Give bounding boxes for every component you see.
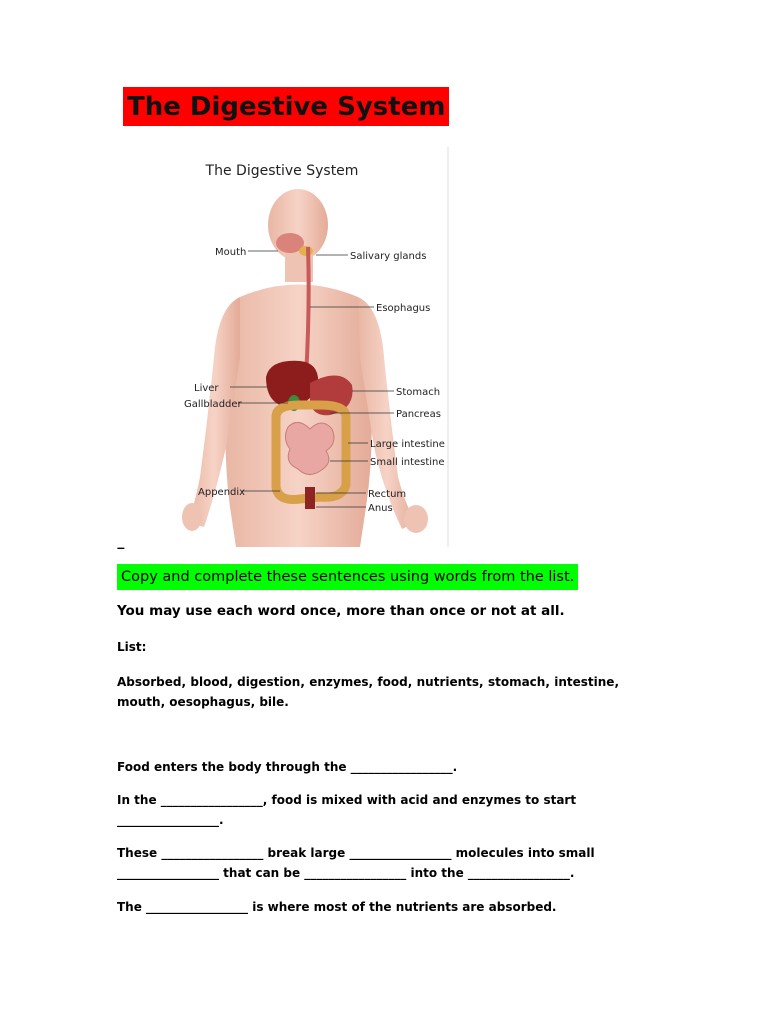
page-title: The Digestive System — [123, 87, 449, 126]
list-label: List: — [117, 640, 147, 654]
salivary-glands-shape — [299, 246, 313, 256]
digestive-system-diagram — [170, 147, 450, 547]
label-anus: Anus — [368, 503, 393, 514]
usage-note: You may use each word once, more than once or not at all. — [117, 603, 565, 619]
label-esophagus: Esophagus — [376, 303, 431, 314]
sentence-2: In the _________________, food is mixed with acid and enzymes to start _________________. — [117, 793, 577, 827]
rectum-shape — [305, 487, 315, 509]
diagram-heading: The Digestive System — [205, 163, 359, 179]
label-liver: Liver — [194, 383, 219, 394]
label-small-intestine: Small intestine — [370, 457, 445, 468]
label-appendix: Appendix — [198, 487, 246, 498]
label-salivary-glands: Salivary glands — [350, 251, 427, 262]
label-pancreas: Pancreas — [396, 409, 441, 420]
label-stomach: Stomach — [396, 387, 441, 398]
sentence-4: The _________________ is where most of the nutrients are absorbed. — [117, 900, 557, 914]
sentence-3: These _________________ break large _________________ molecules into small _________________ that can be _________________ into the _________________. — [117, 846, 595, 880]
sentence-1: Food enters the body through the _________________. — [117, 760, 458, 774]
label-gallbladder: Gallbladder — [184, 399, 242, 410]
instruction-banner: Copy and complete these sentences using words from the list. — [117, 564, 578, 590]
label-mouth: Mouth — [215, 247, 247, 258]
dash-mark: – — [117, 539, 125, 555]
label-large-intestine: Large intestine — [370, 439, 445, 450]
word-list: Absorbed, blood, digestion, enzymes, food, nutrients, stomach, intestine, mouth, oesophagus, bile. — [117, 675, 619, 709]
label-rectum: Rectum — [368, 489, 407, 500]
